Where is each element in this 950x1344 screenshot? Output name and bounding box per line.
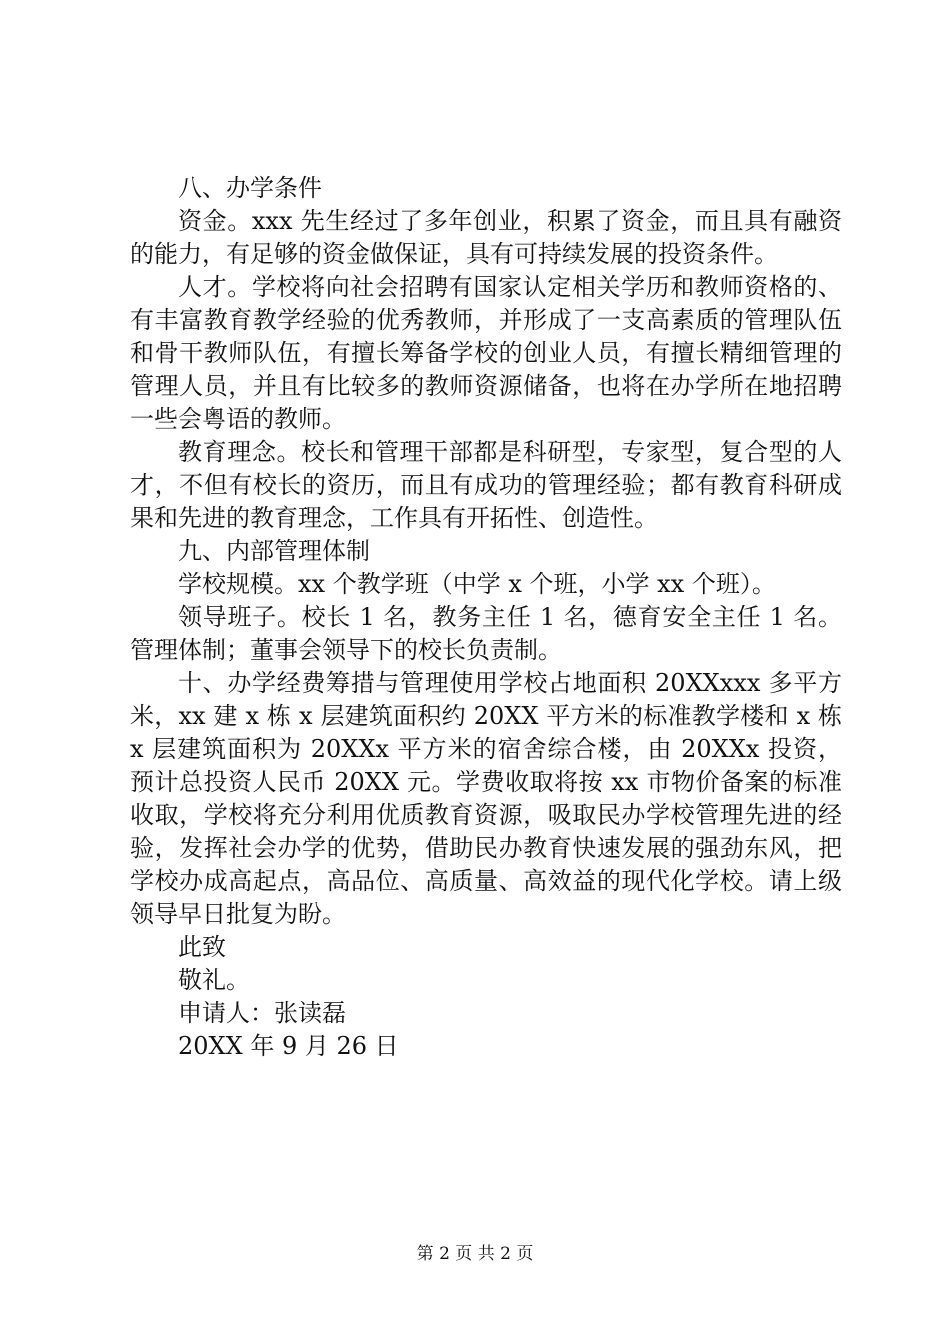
section-heading-8: 八、办学条件 bbox=[178, 174, 322, 202]
paragraph-section-10-funding: 十、办学经费筹措与管理使用学校占地面积 20XXxxx 多平方米，xx 建 x 栋 x 层建筑面积约 20XX 平方米的标准教学楼和 x 栋 x 层建筑面积为 20XXx 平方米的宿舍综合楼，由 20XXx 投资，预计总投资人民币 20XX 元。学费收取将按 xx 市物价备案的标准收取，学校将充分利用优质教育资源，吸取民办学校管理先进的经验，发挥社会办学的优势，借助民办教育快速发展的强劲东风，把学校办成高起点，高品位、高质量、高效益的现代化学校。请上级领导早日批复为盼。 bbox=[130, 669, 842, 928]
document-body bbox=[130, 172, 842, 1063]
paragraph-leadership: 领导班子。校长 1 名，教务主任 1 名，德育安全主任 1 名。管理体制；董事会领导下的校长负责制。 bbox=[130, 603, 842, 664]
document-date: 20XX 年 9 月 26 日 bbox=[178, 1032, 399, 1060]
paragraph-talent: 人才。学校将向社会招聘有国家认定相关学历和教师资格的、有丰富教育教学经验的优秀教师，并形成了一支高素质的管理队伍和骨干教师队伍，有擅长筹备学校的创业人员，有擅长精细管理的管理人员，并且有比较多的教师资源储备，也将在办学所在地招聘一些会粤语的教师。 bbox=[130, 273, 842, 433]
section-heading-9: 九、内部管理体制 bbox=[178, 537, 370, 565]
paragraph-funding: 资金。xxx 先生经过了多年创业，积累了资金，而且具有融资的能力，有足够的资金做保证，具有可持续发展的投资条件。 bbox=[130, 207, 842, 268]
paragraph-education-philosophy: 教育理念。校长和管理干部都是科研型，专家型，复合型的人才，不但有校长的资历，而且有成功的管理经验；都有教育科研成果和先进的教育理念，工作具有开拓性、创造性。 bbox=[130, 438, 842, 532]
applicant-signature: 申请人：张读磊 bbox=[178, 999, 346, 1027]
paragraph-school-scale: 学校规模。xx 个教学班（中学 x 个班，小学 xx 个班）。 bbox=[178, 570, 776, 598]
page-number-footer: 第 2 页 共 2 页 bbox=[416, 1244, 534, 1264]
closing-salutation: 此致 bbox=[178, 933, 226, 961]
closing-regards: 敬礼。 bbox=[178, 966, 250, 994]
